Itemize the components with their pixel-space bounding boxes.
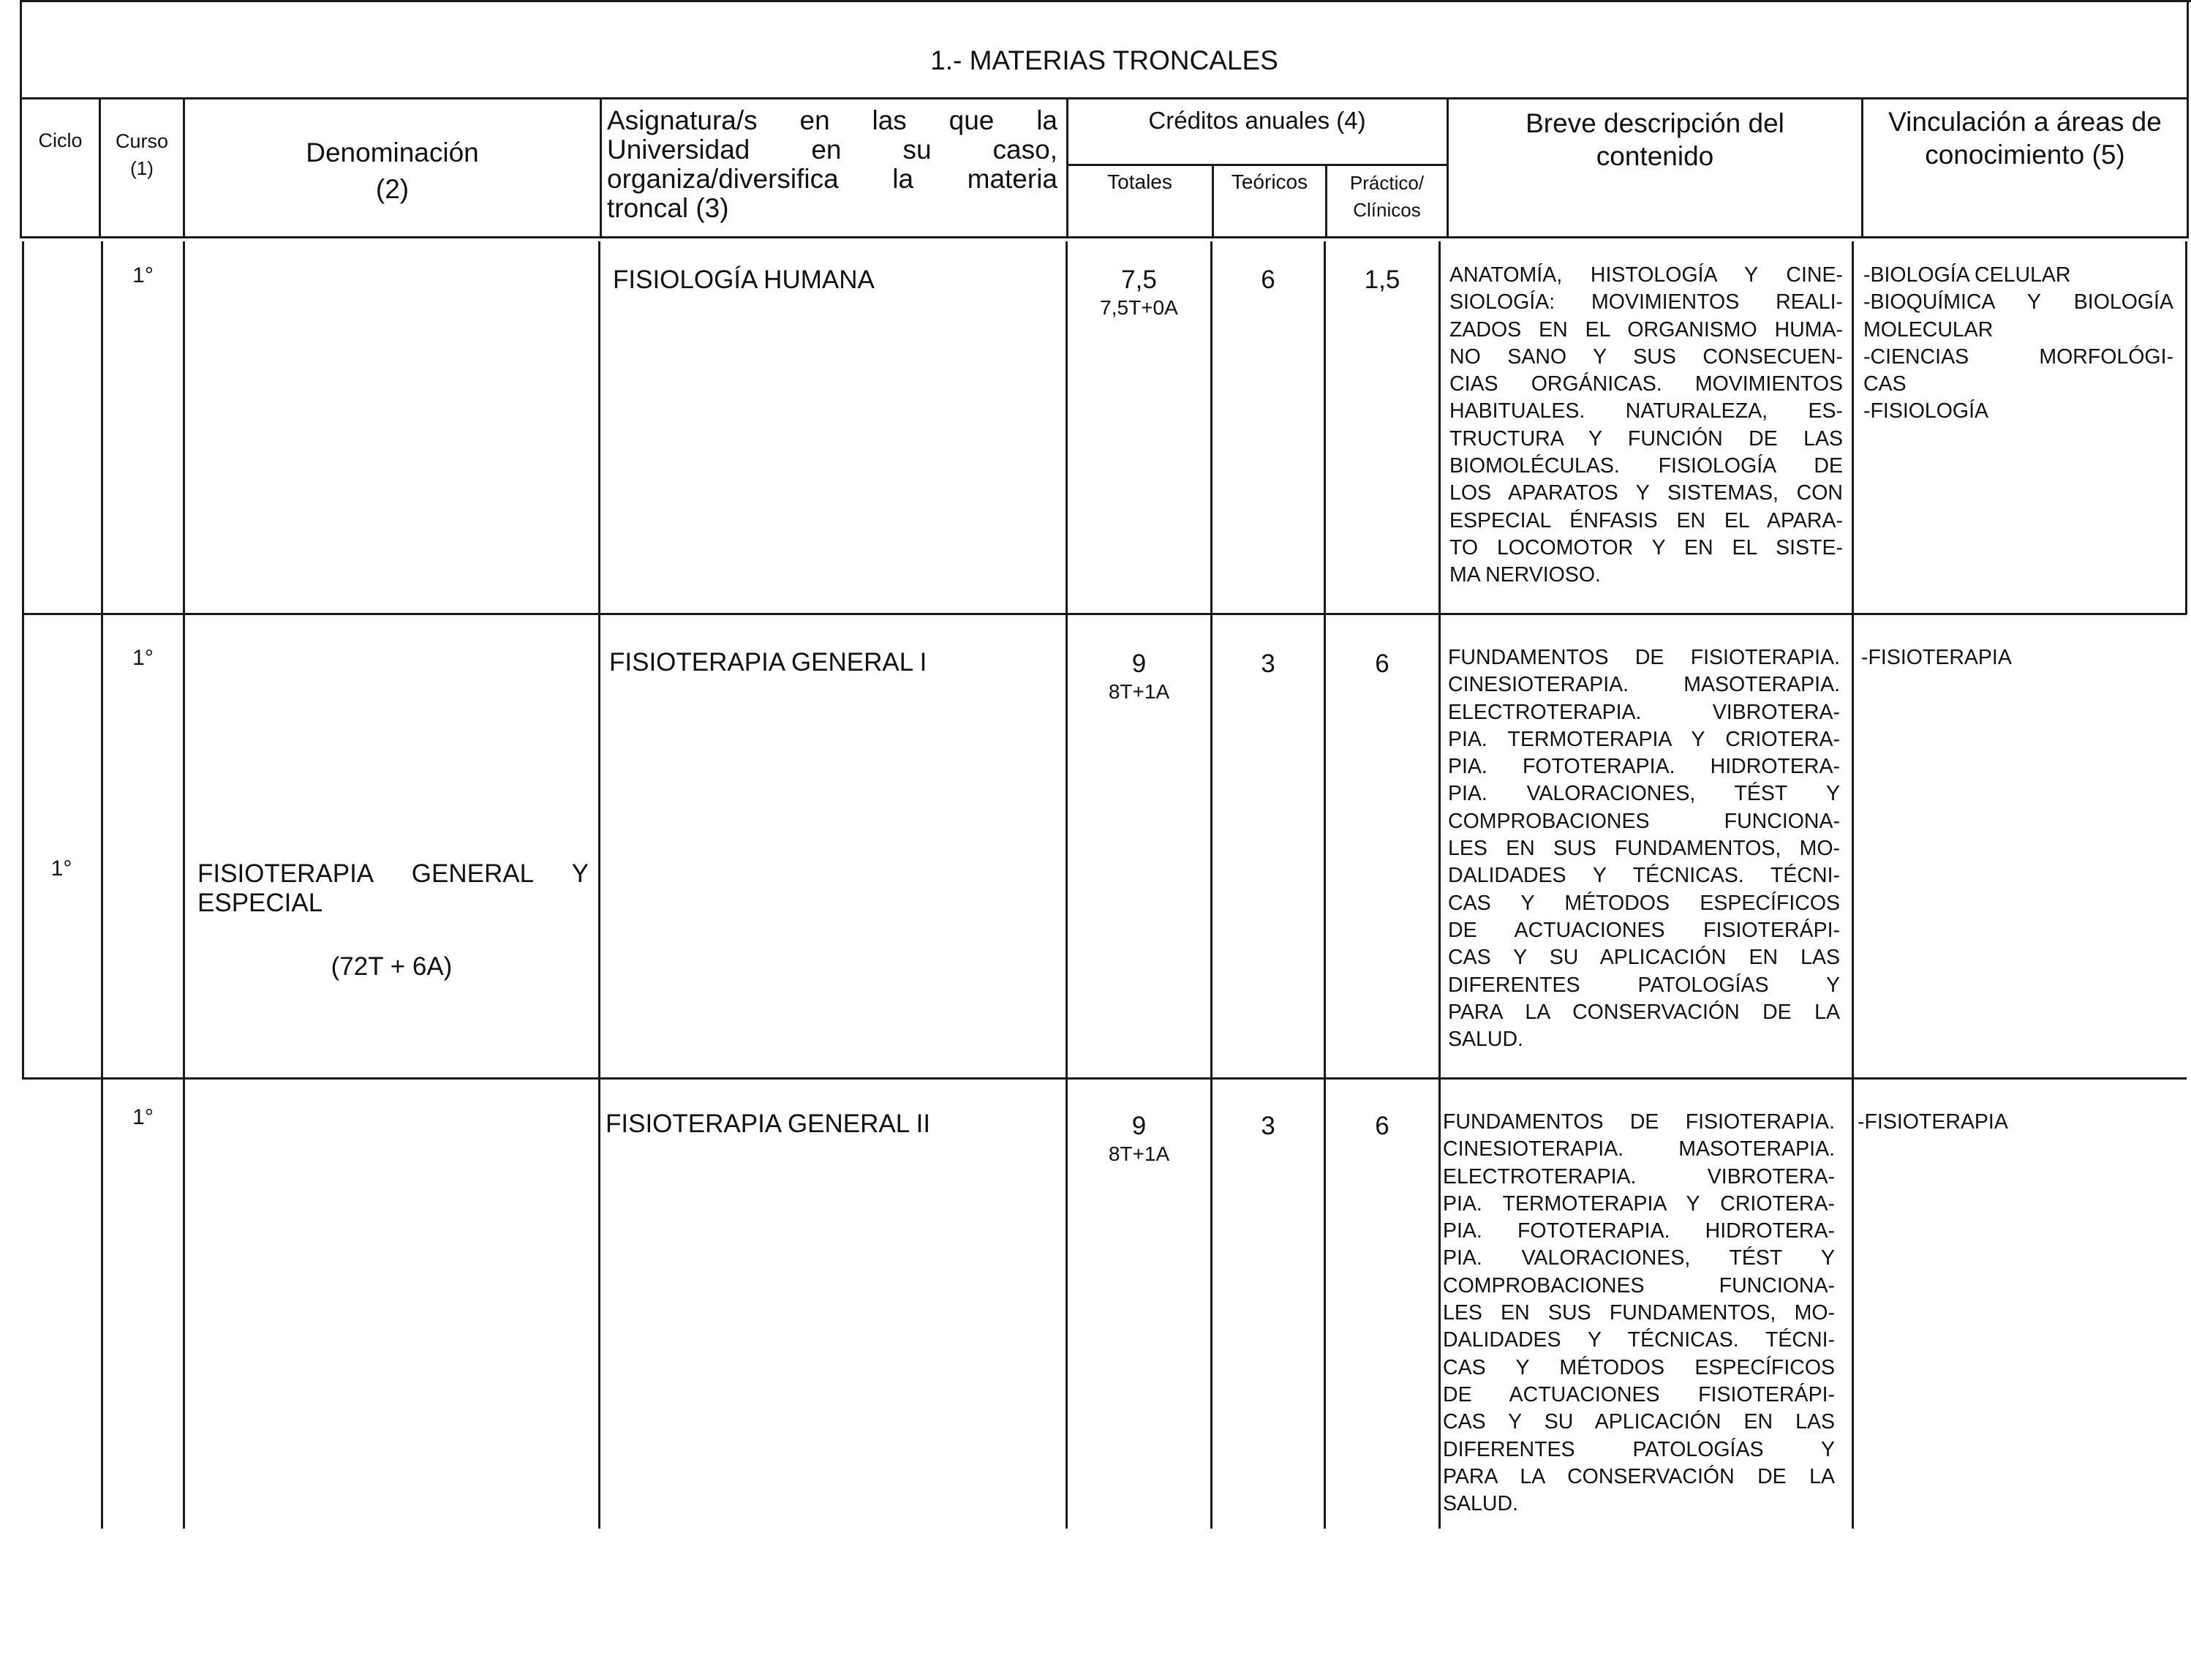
- asignatura-name: FISIOTERAPIA GENERAL II: [606, 1110, 931, 1138]
- header-asignatura-line: Universidad en su caso,: [607, 135, 1057, 165]
- descripcion-line: CAS Y MÉTODOS ESPECÍFICOS: [1448, 891, 1840, 915]
- descripcion-line: ELECTROTERAPIA. VIBROTERA-: [1448, 700, 1840, 724]
- descripcion-line: PIA. TERMOTERAPIA Y CRIOTERA-: [1448, 727, 1840, 751]
- rule-b-col3: [598, 241, 600, 1529]
- descripcion-line: DIFERENTES PATOLOGÍAS Y: [1443, 1437, 1835, 1461]
- header-creditos: Créditos anuales (4): [1148, 107, 1366, 134]
- rule-b-col7: [1438, 241, 1441, 1529]
- descripcion-line: LOS APARATOS Y SISTEMAS, CON: [1449, 481, 1843, 505]
- creditos-practicos: 6: [1375, 1112, 1389, 1140]
- descripcion-text: [1448, 644, 1840, 1053]
- rule-b-col5: [1210, 241, 1213, 1529]
- denominacion-line: ESPECIAL: [197, 889, 323, 917]
- asignatura-name: FISIOLOGÍA HUMANA: [613, 265, 875, 294]
- areas-list: [1858, 1109, 2168, 1136]
- curso-value: 1°: [132, 646, 154, 670]
- rule-left-outer: [20, 0, 22, 238]
- descripcion-line: PARA LA CONSERVACIÓN DE LA: [1443, 1464, 1835, 1488]
- denominacion-line: FISIOTERAPIA GENERAL Y: [197, 859, 589, 888]
- descripcion-line: DE ACTUACIONES FISIOTERÁPI-: [1443, 1382, 1835, 1406]
- descripcion-line: CIAS ORGÁNICAS. MOVIMIENTOS: [1449, 372, 1843, 396]
- area-item: -CIENCIAS MORFOLÓGI-: [1863, 344, 2173, 369]
- creditos-practicos: 6: [1375, 649, 1389, 678]
- area-item: -FISIOTERAPIA: [1861, 646, 2012, 669]
- descripcion-line: SALUD.: [1443, 1492, 1518, 1516]
- descripcion-line: PIA. VALORACIONES, TÉST Y: [1443, 1246, 1835, 1270]
- descripcion-line: DALIDADES Y TÉCNICAS. TÉCNI-: [1448, 864, 1840, 888]
- descripcion-line: ESPECIAL ÉNFASIS EN EL APARA-: [1449, 508, 1843, 532]
- header-vinculacion: Vinculación a áreas de: [1888, 107, 2162, 137]
- header-asignatura-line: Asignatura/s en las que la: [607, 105, 1057, 135]
- descripcion-line: PIA. FOTOTERAPIA. HIDROTERA-: [1443, 1219, 1835, 1243]
- creditos-totales-detail: 7,5T+0A: [1100, 296, 1178, 319]
- areas-list: [1863, 262, 2173, 426]
- descripcion-text: [1443, 1109, 1835, 1518]
- header-clinicos: Clínicos: [1353, 199, 1421, 221]
- creditos-totales: 9: [1131, 1112, 1147, 1140]
- header-teoricos: Teóricos: [1231, 170, 1308, 193]
- descripcion-line: FUNDAMENTOS DE FISIOTERAPIA.: [1443, 1110, 1835, 1134]
- denominacion-name: [197, 859, 589, 918]
- header-curso: Curso: [115, 130, 169, 152]
- rule-b-col6: [1324, 241, 1326, 1529]
- rule-creditos-sub: [1066, 164, 1447, 166]
- rule-b-col1: [101, 241, 103, 1529]
- header-totales: Totales: [1107, 170, 1172, 193]
- denominacion-credits: (72T + 6A): [331, 952, 453, 981]
- descripcion-line: NO SANO Y SUS CONSECUEN-: [1449, 344, 1843, 369]
- rule-under-title: [20, 97, 2189, 99]
- descripcion-line: DALIDADES Y TÉCNICAS. TÉCNI-: [1443, 1328, 1835, 1352]
- header-asignatura: [607, 106, 1057, 223]
- descripcion-line: PIA. VALORACIONES, TÉST Y: [1448, 782, 1840, 806]
- area-item: -BIOQUÍMICA Y BIOLOGÍA: [1863, 290, 2173, 314]
- descripcion-line: CAS Y SU APLICACIÓN EN LAS: [1448, 946, 1840, 970]
- descripcion-line: HABITUALES. NATURALEZA, ES-: [1449, 399, 1843, 423]
- descripcion-line: CAS Y SU APLICACIÓN EN LAS: [1443, 1410, 1835, 1434]
- table-title: 1.- MATERIAS TRONCALES: [930, 45, 1278, 75]
- descripcion-line: LES EN SUS FUNDAMENTOS, MO-: [1443, 1301, 1835, 1325]
- rule-row1-bottom: [22, 613, 2187, 615]
- rule-b-right: [2185, 241, 2187, 614]
- header-curso-note: (1): [130, 157, 154, 179]
- creditos-totales: 9: [1131, 649, 1147, 678]
- rule-top: [20, 0, 2191, 2]
- descripcion-line: BIOMOLÉCULAS. FISIOLOGÍA DE: [1449, 454, 1843, 478]
- asignatura-name: FISIOTERAPIA GENERAL I: [609, 648, 927, 677]
- rule-b-left: [22, 241, 24, 1079]
- creditos-totales: 7,5: [1121, 265, 1157, 294]
- descripcion-line: PIA. FOTOTERAPIA. HIDROTERA-: [1448, 755, 1840, 779]
- rule-right-outer: [2187, 0, 2189, 238]
- header-ciclo: Ciclo: [38, 129, 83, 151]
- header-denominacion: Denominación: [306, 138, 479, 167]
- descripcion-line: PARA LA CONSERVACIÓN DE LA: [1448, 1000, 1840, 1024]
- descripcion-line: CINESIOTERAPIA. MASOTERAPIA.: [1448, 673, 1840, 697]
- area-item: MOLECULAR: [1863, 317, 1994, 342]
- descripcion-line: COMPROBACIONES FUNCIONA-: [1443, 1273, 1835, 1297]
- area-item: -FISIOTERAPIA: [1858, 1110, 2008, 1134]
- rule-under-header: [20, 236, 2189, 238]
- descripcion-line: LES EN SUS FUNDAMENTOS, MO-: [1448, 837, 1840, 861]
- area-item: CAS: [1863, 372, 1907, 396]
- descripcion-line: PIA. TERMOTERAPIA Y CRIOTERA-: [1443, 1191, 1835, 1216]
- header-vinculacion-2: conocimiento (5): [1925, 140, 2125, 170]
- descripcion-line: SALUD.: [1448, 1028, 1523, 1052]
- rule-row2-bottom: [22, 1077, 2187, 1080]
- rule-b-col2: [183, 241, 185, 1529]
- descripcion-line: DE ACTUACIONES FISIOTERÁPI-: [1448, 918, 1840, 942]
- header-denominacion-note: (2): [375, 174, 410, 204]
- creditos-totales-detail: 8T+1A: [1108, 680, 1170, 703]
- header-asignatura-line: troncal (3): [607, 193, 729, 223]
- descripcion-line: CINESIOTERAPIA. MASOTERAPIA.: [1443, 1137, 1835, 1161]
- areas-list: [1861, 644, 2171, 671]
- creditos-teoricos: 6: [1261, 265, 1275, 294]
- descripcion-line: FUNDAMENTOS DE FISIOTERAPIA.: [1448, 646, 1840, 669]
- descripcion-line: CAS Y MÉTODOS ESPECÍFICOS: [1443, 1355, 1835, 1379]
- descripcion-line: SIOLOGÍA: MOVIMIENTOS REALI-: [1449, 290, 1843, 314]
- area-item: -FISIOLOGÍA: [1863, 399, 1989, 423]
- descripcion-line: ANATOMÍA, HISTOLOGÍA Y CINE-: [1449, 263, 1843, 287]
- rule-b-col4: [1066, 241, 1068, 1529]
- header-descripcion-2: contenido: [1596, 141, 1714, 171]
- creditos-practicos: 1,5: [1364, 265, 1400, 294]
- descripcion-line: ZADOS EN EL ORGANISMO HUMA-: [1449, 317, 1843, 342]
- header-practicos: Práctico/: [1349, 172, 1425, 194]
- ciclo-value: 1°: [50, 856, 72, 881]
- header-descripcion: Breve descripción del: [1526, 108, 1784, 138]
- descripcion-line: ELECTROTERAPIA. VIBROTERA-: [1443, 1164, 1835, 1189]
- creditos-teoricos: 3: [1261, 649, 1275, 678]
- descripcion-line: MA NERVIOSO.: [1449, 563, 1601, 587]
- descripcion-line: COMPROBACIONES FUNCIONA-: [1448, 809, 1840, 833]
- creditos-teoricos: 3: [1261, 1112, 1275, 1140]
- rule-b-col8: [1852, 241, 1854, 1529]
- descripcion-line: DIFERENTES PATOLOGÍAS Y: [1448, 973, 1840, 997]
- curso-value: 1°: [132, 1105, 154, 1129]
- area-item: -BIOLOGÍA CELULAR: [1863, 263, 2071, 287]
- descripcion-text: [1449, 262, 1843, 589]
- curso-value: 1°: [132, 263, 154, 287]
- rule-h-col3: [600, 97, 602, 238]
- descripcion-line: TRUCTURA Y FUNCIÓN DE LAS: [1449, 426, 1843, 451]
- header-asignatura-line: organiza/diversifica la materia: [607, 164, 1057, 194]
- creditos-totales-detail: 8T+1A: [1108, 1142, 1170, 1165]
- descripcion-line: TO LOCOMOTOR Y EN EL SISTE-: [1449, 535, 1843, 560]
